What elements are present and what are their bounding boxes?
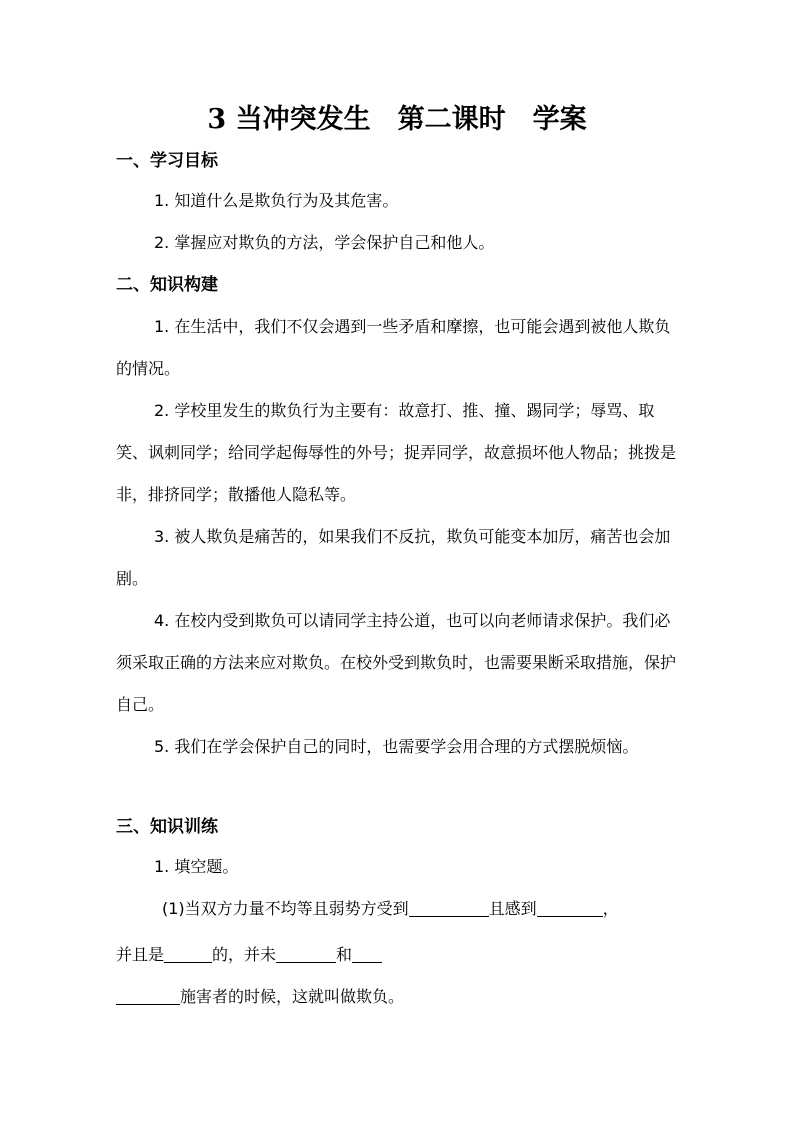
section-heading-learning-goals: 一、学习目标 [116, 151, 218, 171]
fill-blank-line-3 [116, 976, 678, 1018]
knowledge-item-text: 4. 在校内受到欺负可以请同学主持公道，也可以向老师请求保护。我们必须采取正确的方法来应对欺负。在校外受到欺负时，也需要果断采取措施，保护自己。 [116, 611, 677, 714]
goal-item-text: 1. 知道什么是欺负行为及其危害。 [154, 191, 399, 210]
question-text: 施害者的时候，这就叫做欺负。 [180, 987, 405, 1006]
knowledge-item [116, 306, 678, 390]
question-title [116, 846, 678, 888]
page-title: 3 当冲突发生 第二课时 学案 [207, 104, 587, 135]
knowledge-item-text: 1. 在生活中，我们不仅会遇到一些矛盾和摩擦，也可能会遇到被他人欺负的情况。 [116, 317, 671, 378]
question-text: 和 [336, 945, 353, 964]
section-heading-knowledge-training: 三、知识训练 [116, 817, 218, 837]
section-heading-knowledge-building: 二、知识构建 [116, 275, 218, 295]
blank-field[interactable] [276, 942, 336, 963]
knowledge-item-text: 3. 被人欺负是痛苦的，如果我们不反抗，欺负可能变本加厉，痛苦也会加剧。 [116, 527, 671, 588]
blank-field[interactable] [409, 896, 489, 917]
knowledge-item [116, 726, 678, 768]
fill-blank-line-2 [116, 934, 678, 976]
knowledge-item [116, 516, 678, 600]
knowledge-item [116, 600, 678, 726]
question-text: 的，并未 [212, 945, 277, 964]
goal-item-text: 2. 掌握应对欺负的方法，学会保护自己和他人。 [154, 233, 495, 252]
knowledge-item-text: 5. 我们在学会保护自己的同时，也需要学会用合理的方式摆脱烦恼。 [154, 737, 639, 756]
goal-item [116, 222, 678, 264]
question-text: 且感到 [488, 899, 537, 918]
knowledge-item-text: 2. 学校里发生的欺负行为主要有：故意打、推、撞、踢同学；辱骂、取笑、讽刺同学；给同学起侮辱性的外号；捉弄同学，故意损坏他人物品；挑拨是非，排挤同学；散播他人隐私等。 [116, 401, 677, 504]
question-text: ， [602, 899, 619, 918]
blank-field[interactable] [352, 942, 382, 963]
question-title-text: 1. 填空题。 [154, 857, 239, 876]
knowledge-item [116, 390, 678, 516]
goal-item [116, 180, 678, 222]
question-text: 并且是 [116, 945, 165, 964]
blank-field[interactable] [164, 942, 212, 963]
blank-field[interactable] [537, 896, 603, 917]
blank-field[interactable] [116, 984, 180, 1005]
fill-blank-line-1 [116, 888, 678, 930]
question-text: (1)当双方力量不均等且弱势方受到 [162, 899, 409, 918]
